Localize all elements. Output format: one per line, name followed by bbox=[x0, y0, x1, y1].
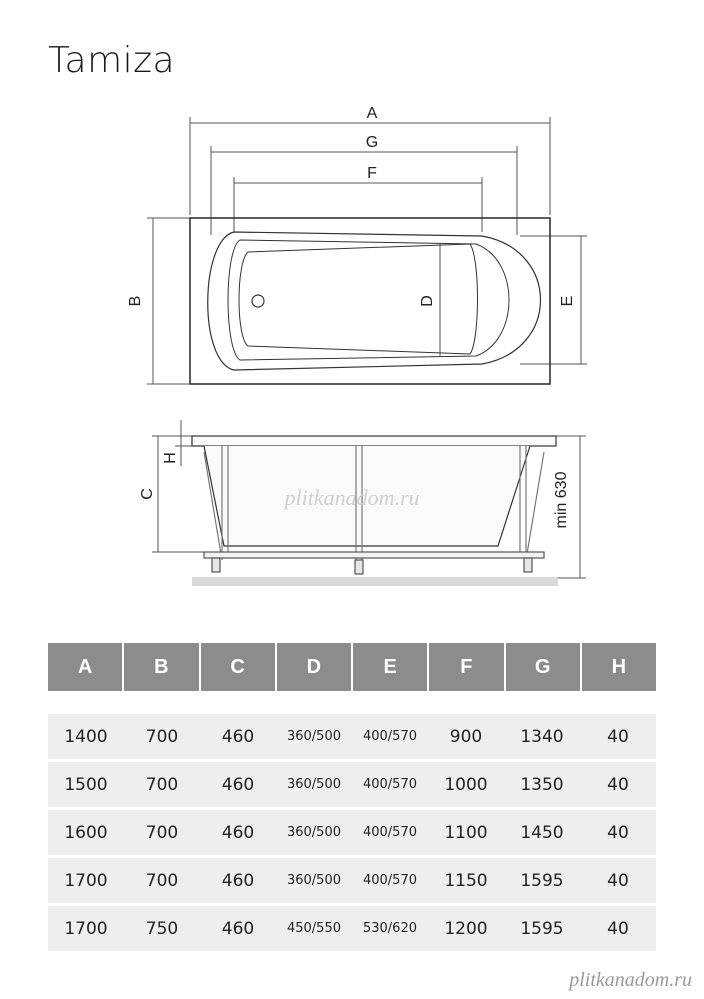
cell-F: 1200 bbox=[444, 918, 488, 939]
cell-H: 40 bbox=[607, 918, 629, 939]
label-B: B bbox=[127, 295, 144, 307]
cell-H: 40 bbox=[607, 726, 629, 747]
label-D: D bbox=[419, 295, 436, 307]
label-G: G bbox=[365, 134, 379, 151]
cell-E: 400/570 bbox=[362, 825, 417, 840]
table-header bbox=[48, 643, 656, 691]
cell-D: 360/500 bbox=[286, 873, 341, 888]
cell-H: 40 bbox=[607, 870, 629, 891]
cell-B: 700 bbox=[145, 726, 179, 747]
watermark-bottom: plitkanadom.ru bbox=[569, 969, 692, 991]
label-E: E bbox=[559, 295, 576, 307]
cell-H: 40 bbox=[607, 822, 629, 843]
table-row bbox=[48, 810, 656, 855]
label-F: F bbox=[367, 165, 377, 182]
cell-A: 1600 bbox=[64, 822, 108, 843]
cell-C: 460 bbox=[221, 774, 255, 795]
cell-E: 530/620 bbox=[362, 921, 417, 936]
cell-G: 1595 bbox=[520, 870, 564, 891]
cell-C: 460 bbox=[221, 726, 255, 747]
cell-G: 1350 bbox=[520, 774, 564, 795]
cell-A: 1500 bbox=[64, 774, 108, 795]
header-C: C bbox=[201, 643, 275, 691]
cell-B: 700 bbox=[145, 774, 179, 795]
cell-F: 900 bbox=[449, 726, 483, 747]
header-D: D bbox=[277, 643, 351, 691]
cell-H: 40 bbox=[607, 774, 629, 795]
header-B: B bbox=[124, 643, 198, 691]
table-row bbox=[48, 906, 656, 951]
table-row bbox=[48, 762, 656, 807]
cell-E: 400/570 bbox=[362, 777, 417, 792]
header-F: F bbox=[429, 643, 503, 691]
cell-D: 360/500 bbox=[286, 825, 341, 840]
cell-G: 1340 bbox=[520, 726, 564, 747]
cell-G: 1595 bbox=[520, 918, 564, 939]
header-A: A bbox=[48, 643, 122, 691]
tub-top-view bbox=[190, 218, 550, 384]
label-min: min 630 bbox=[553, 471, 570, 529]
cell-F: 1100 bbox=[444, 822, 488, 843]
page-title: Tamiza bbox=[48, 40, 176, 81]
cell-C: 460 bbox=[221, 822, 255, 843]
dimensions-table bbox=[48, 643, 656, 954]
cell-A: 1700 bbox=[64, 918, 108, 939]
cell-A: 1700 bbox=[64, 870, 108, 891]
cell-B: 700 bbox=[145, 822, 179, 843]
cell-D: 360/500 bbox=[286, 777, 341, 792]
header-H: H bbox=[582, 643, 656, 691]
label-H: H bbox=[162, 452, 179, 464]
cell-F: 1000 bbox=[444, 774, 488, 795]
label-C: C bbox=[139, 488, 156, 500]
header-E: E bbox=[353, 643, 427, 691]
cell-B: 750 bbox=[145, 918, 179, 939]
table-row bbox=[48, 714, 656, 759]
cell-A: 1400 bbox=[64, 726, 108, 747]
cell-F: 1150 bbox=[444, 870, 488, 891]
cell-C: 460 bbox=[221, 918, 255, 939]
cell-D: 360/500 bbox=[286, 729, 341, 744]
cell-C: 460 bbox=[221, 870, 255, 891]
watermark-bottom-wrap bbox=[0, 960, 704, 999]
watermark: plitkanadom.ru bbox=[284, 485, 420, 510]
floor-line bbox=[192, 577, 558, 586]
table-body bbox=[48, 714, 656, 951]
table-row bbox=[48, 858, 656, 903]
cell-D: 450/550 bbox=[286, 921, 341, 936]
cell-E: 400/570 bbox=[362, 729, 417, 744]
cell-G: 1450 bbox=[520, 822, 564, 843]
header-G: G bbox=[506, 643, 580, 691]
cell-B: 700 bbox=[145, 870, 179, 891]
label-A: A bbox=[366, 105, 378, 122]
cell-E: 400/570 bbox=[362, 873, 417, 888]
